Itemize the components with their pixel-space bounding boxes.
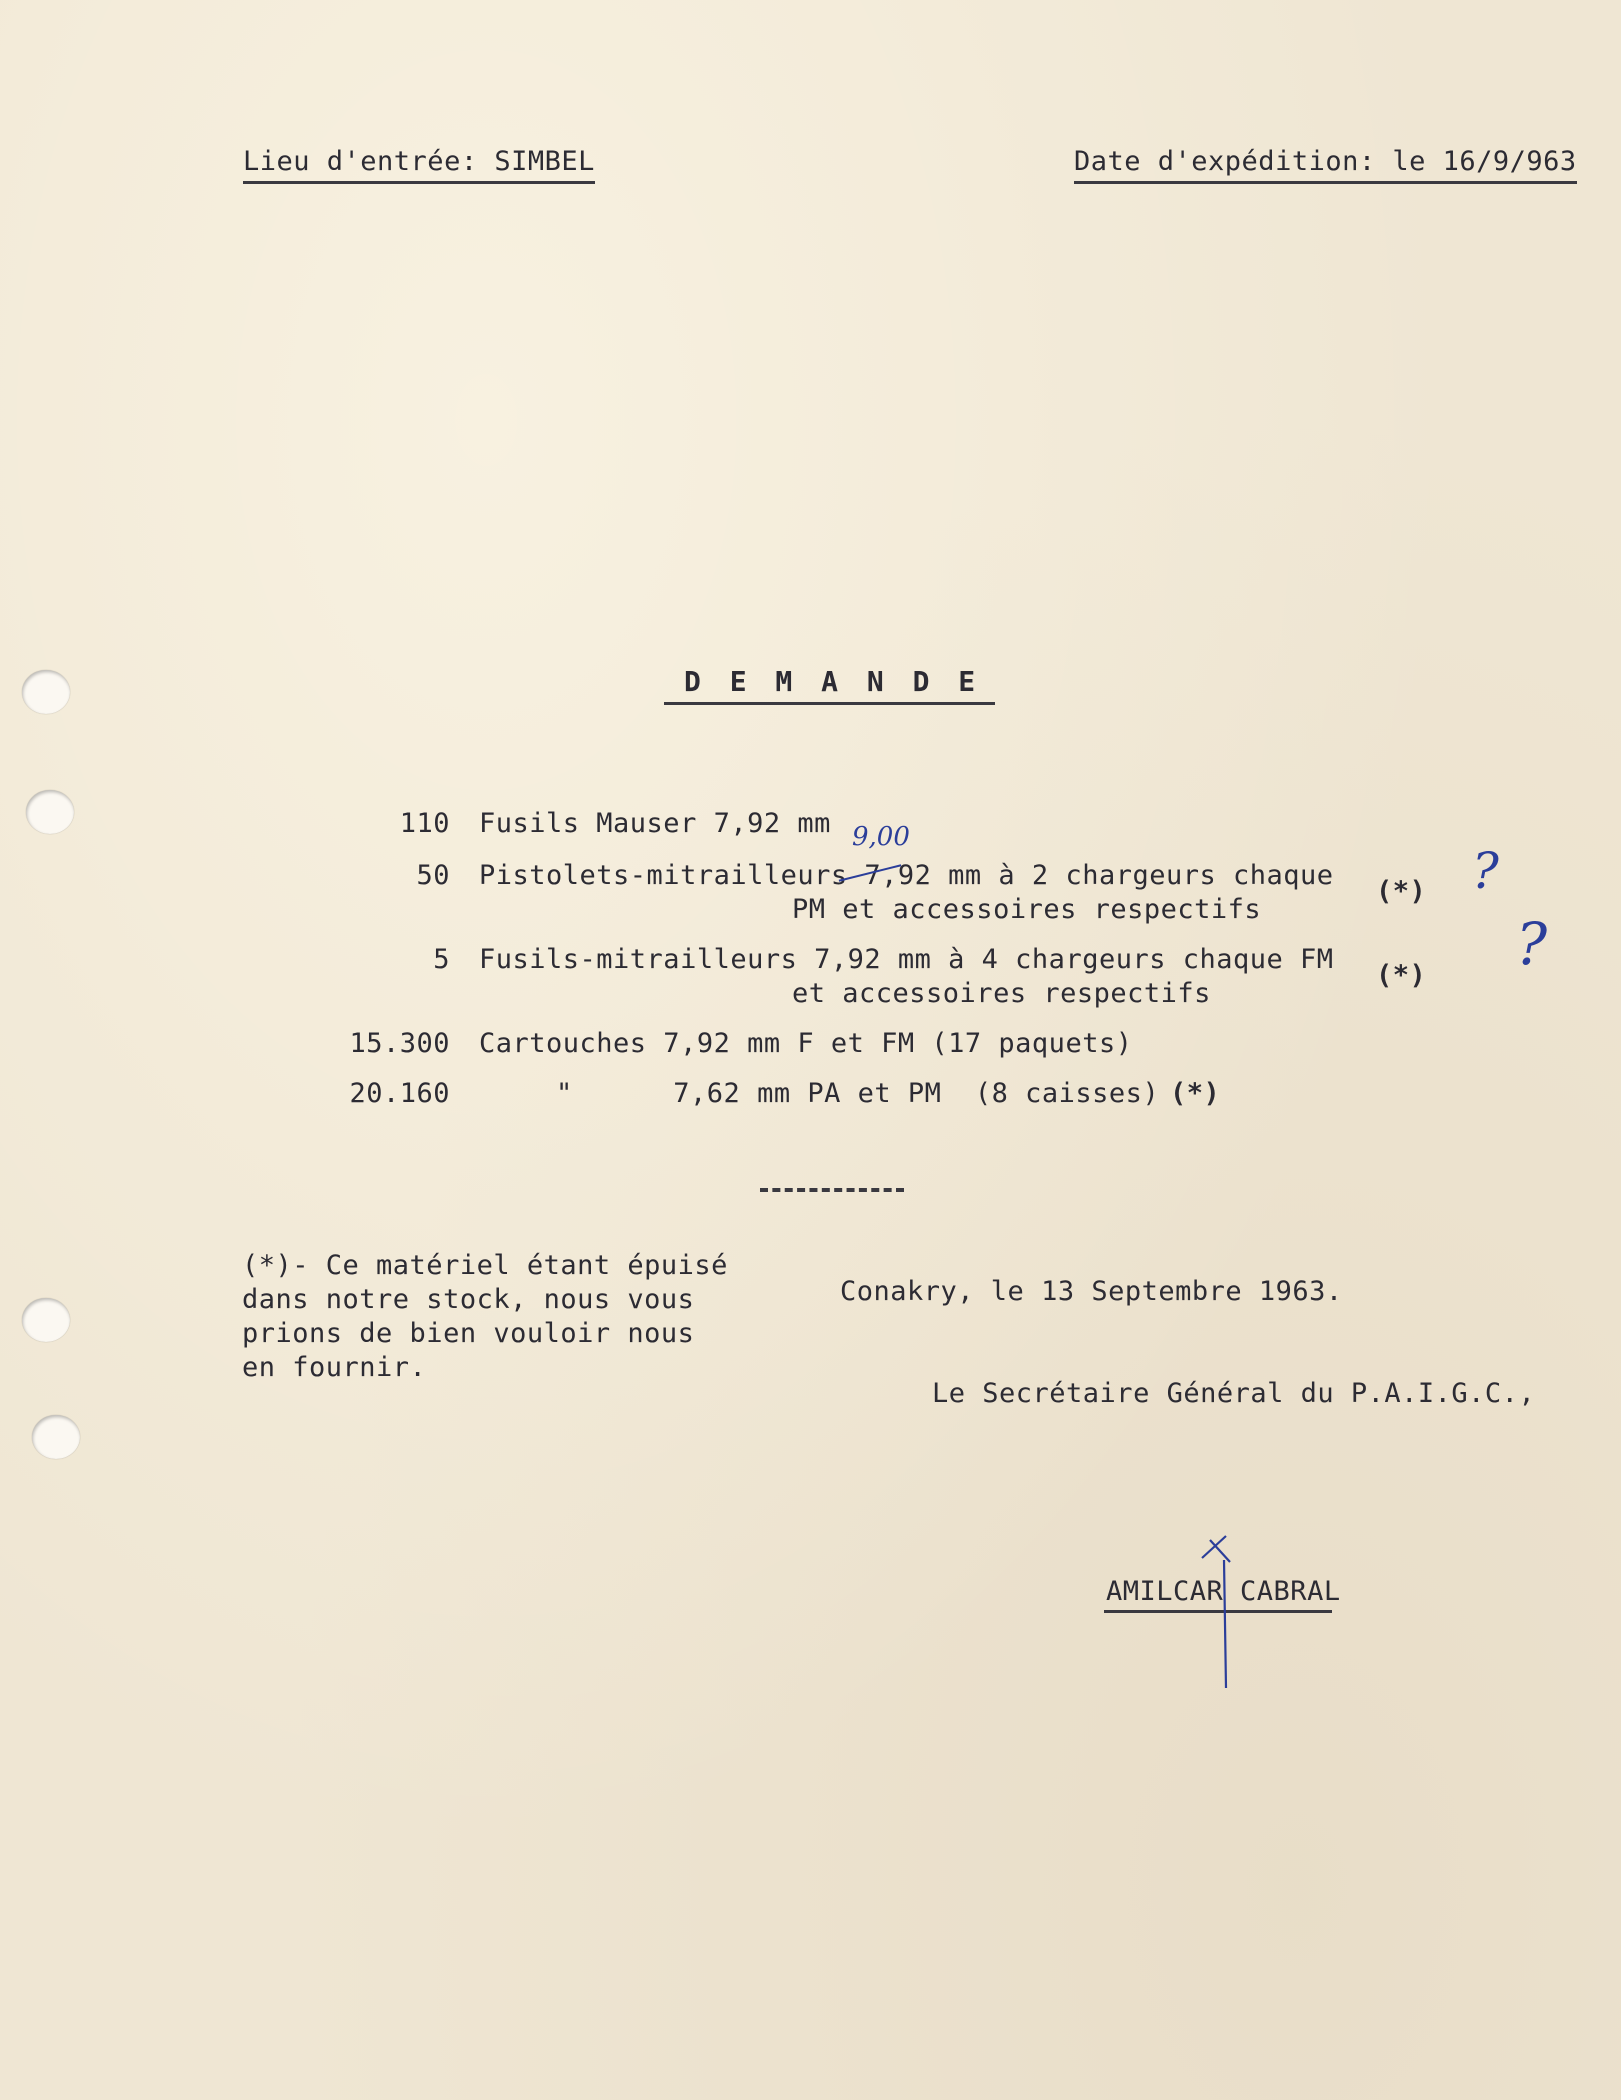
handwritten-question-mark: ? xyxy=(1516,910,1548,978)
item-description: Fusils-mitrailleurs 7,92 mm à 4 chargeurs chaque FM xyxy=(479,944,1334,975)
place-date: Conakry, le 13 Septembre 1963. xyxy=(840,1276,1343,1307)
footnote-line: (*)- Ce matériel étant épuisé xyxy=(242,1250,728,1281)
signatory-name: AMILCAR CABRAL xyxy=(1106,1576,1341,1607)
handwritten-question-mark: ? xyxy=(1472,842,1499,900)
page-title: D E M A N D E xyxy=(664,668,995,705)
handwritten-correction: 9,00 xyxy=(852,822,910,852)
item-description: Pistolets-mitrailleurs 7,92 mm à 2 chargeurs chaque xyxy=(479,860,1334,891)
item-description: Cartouches 7,92 mm F et FM (17 paquets) xyxy=(479,1028,1133,1059)
punch-hole xyxy=(32,1415,80,1459)
punch-hole xyxy=(22,1298,70,1342)
item-description-cont: PM et accessoires respectifs xyxy=(792,894,1262,925)
item-description: " 7,62 mm PA et PM (8 caisses) xyxy=(556,1078,1160,1109)
asterisk-mark: (*) xyxy=(1376,960,1427,991)
signatory-title: Le Secrétaire Général du P.A.I.G.C., xyxy=(932,1378,1536,1409)
item-qty: 5 xyxy=(433,944,450,975)
asterisk-mark: (*) xyxy=(1376,876,1427,907)
item-qty: 20.160 xyxy=(349,1078,450,1109)
item-qty: 15.300 xyxy=(349,1028,450,1059)
item-qty: 50 xyxy=(416,860,450,891)
punch-hole xyxy=(22,670,70,714)
footnote-line: dans notre stock, nous vous xyxy=(242,1284,695,1315)
separator-line xyxy=(760,1188,904,1192)
footnote-line: prions de bien vouloir nous xyxy=(242,1318,695,1349)
item-description: Fusils Mauser 7,92 mm xyxy=(479,808,831,839)
dispatch-date: Date d'expédition: le 16/9/963 xyxy=(1074,148,1577,184)
asterisk-mark: (*) xyxy=(1170,1078,1221,1109)
entry-place: Lieu d'entrée: SIMBEL xyxy=(243,148,595,184)
item-qty: 110 xyxy=(399,808,450,839)
punch-hole xyxy=(26,790,74,834)
signature-mark xyxy=(1190,1530,1260,1690)
footnote-line: en fournir. xyxy=(242,1352,427,1383)
item-description-cont: et accessoires respectifs xyxy=(792,978,1211,1009)
